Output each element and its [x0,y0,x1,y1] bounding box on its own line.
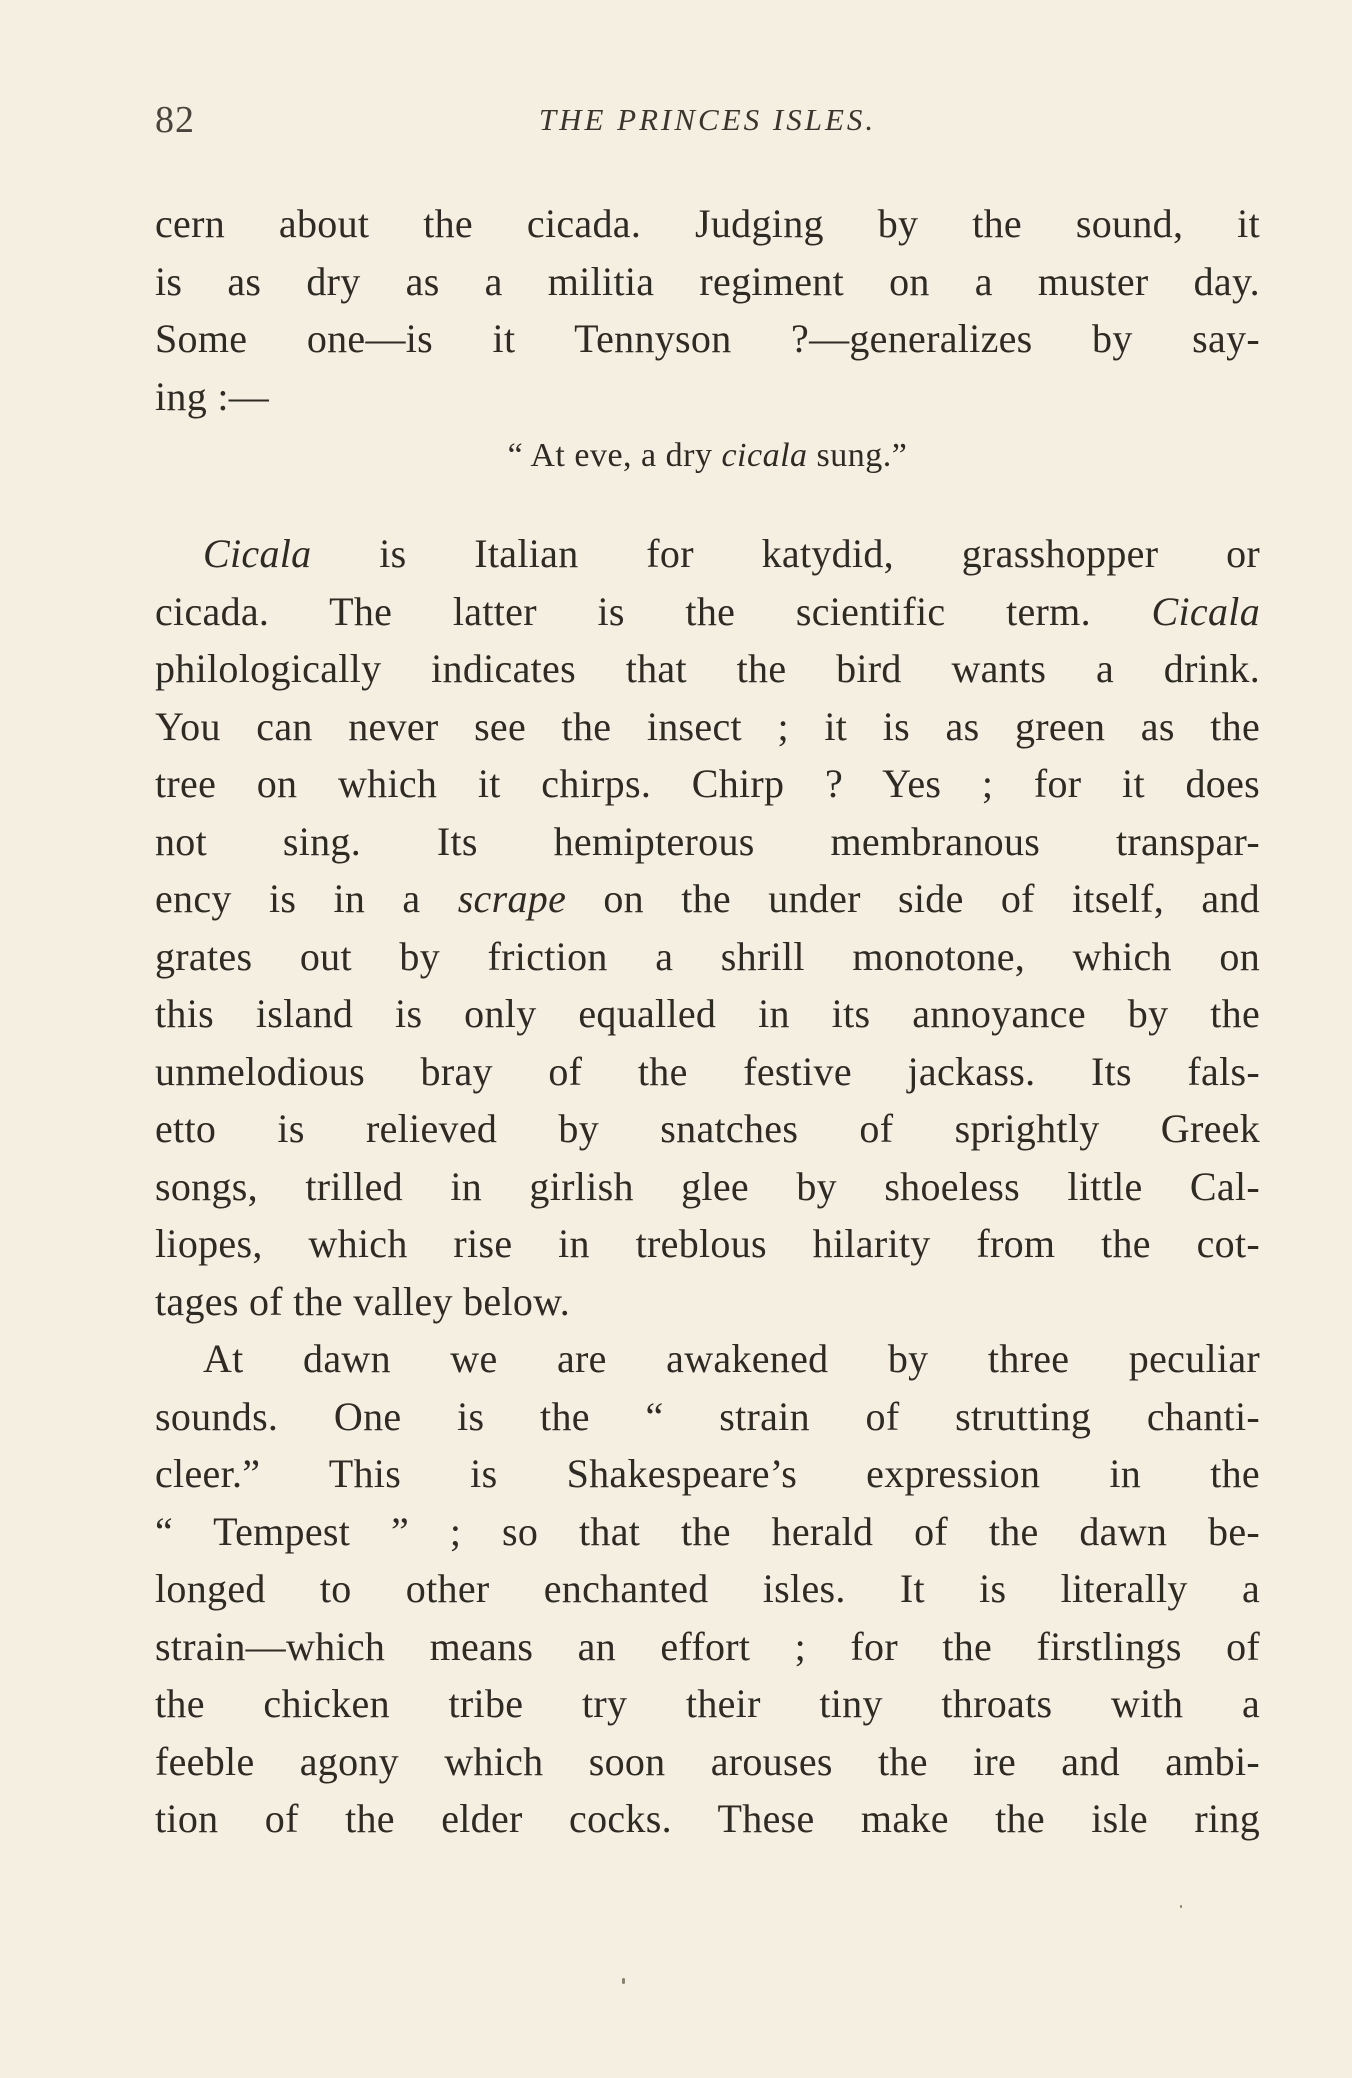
text-line: At dawn we are awakened by three peculiar [203,1336,1260,1381]
text-line: tages of the valley below. [155,1278,571,1324]
text-line: sounds. One is the “ strain of strutting chanti- [155,1393,1260,1439]
body-text [155,195,1260,1848]
text-line: cleer.” This is Shakespeare’s expression in the [155,1451,1260,1496]
italic-word: Cicala [1151,588,1260,634]
text-line: is as dry as a militia regiment on a muster day. [155,258,1260,304]
text-run: cicada. The latter is the scientific term. [155,588,1152,634]
text-line [155,870,1260,928]
page-number: 82 [155,99,195,141]
text-line: liopes, which rise in treblous hilarity from the cot- [155,1221,1260,1266]
text-line: unmelodious bray of the festive jackass. Its fals- [155,1048,1260,1094]
text-line: Some one—is it Tennyson ?—generalizes by say- [155,316,1260,361]
text-line: ing :— [155,373,270,419]
text-run: on the under side of itself, and [566,876,1260,921]
paper-speck [1180,1905,1182,1908]
text-line [155,525,1260,583]
text-line: not sing. Its hemipterous membranous transpar- [155,818,1260,864]
text-line: strain—which means an effort ; for the firstlings of [155,1623,1260,1669]
page-header [155,98,1260,148]
text-run: is Italian for katydid, grasshopper or [311,531,1260,576]
text-line: cern about the cicada. Judging by the sound, it [155,201,1260,246]
running-title: THE PRINCES ISLES. [538,102,877,137]
quote-text: sung.” [807,437,908,474]
italic-word: scrape [457,876,567,921]
text-line: tree on which it chirps. Chirp ? Yes ; for it does [155,761,1260,806]
text-line: feeble agony which soon arouses the ire and ambi- [155,1738,1260,1784]
paper-speck [622,1978,625,1984]
text-line: You can never see the insect ; it is as green as the [155,703,1260,749]
text-run: ency is in a [155,876,458,921]
text-line [155,583,1260,641]
quote-italic: cicala [721,437,808,474]
text-line: philologically indicates that the bird wants a drink. [155,646,1260,691]
text-line: tion of the elder cocks. These make the isle ring [155,1796,1260,1841]
text-line: etto is relieved by snatches of sprightly Greek [155,1106,1260,1151]
text-line: this island is only equalled in its annoyance by the [155,991,1260,1036]
verse-quotation [155,425,1260,487]
text-line: longed to other enchanted isles. It is literally a [155,1566,1260,1611]
spacer [155,487,1260,525]
text-line: songs, trilled in girlish glee by shoeless little Cal- [155,1163,1260,1209]
text-line: “ Tempest ” ; so that the herald of the dawn be- [155,1508,1260,1554]
text-line: the chicken tribe try their tiny throats with a [155,1681,1260,1726]
text-line: grates out by friction a shrill monotone, which on [155,933,1260,979]
quote-text: “ At eve, a dry [507,437,722,474]
italic-word: Cicala [203,531,312,576]
